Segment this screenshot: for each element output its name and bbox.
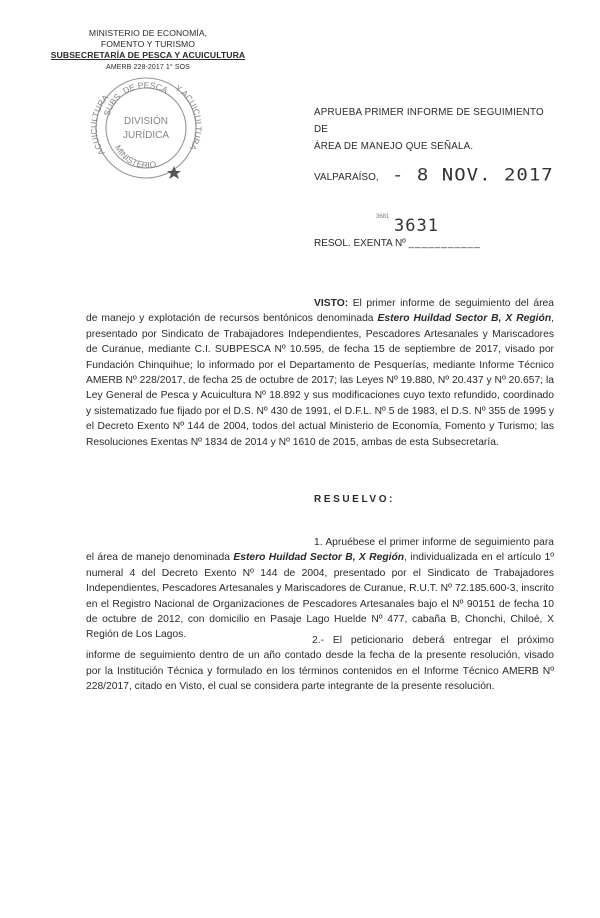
resolution-label [314,238,481,249]
star-icon [167,166,181,179]
point2-text: 2.- El peticionario deberá entregar el próximo informe de seguimiento dentro de un año contado desde la fecha de la presente resolución, visado por la Institución Técnica y formulado en los términos contenidos en el Informe Técnico AMERB Nº 228/2017, citado en Visto, el cual se considera parte integrante de la presente resolución. [86,635,554,693]
resolution-subject [314,104,554,155]
subject-line2: ÁREA DE MANEJO QUE SEÑALA. [314,141,474,152]
svg-text:MINISTERIO [113,143,157,170]
visto-paragraph [86,296,554,450]
place-label: VALPARAÍSO, [314,172,379,183]
legal-division-stamp [86,68,206,188]
ministry-header [48,28,248,73]
resolution-number: 3631 [394,216,439,236]
resol-exenta-label: RESOL. EXENTA Nº [314,238,406,249]
svg-text:SUBS. DE PESCA [102,80,170,117]
header-line-ministry-2: FOMENTO Y TURISMO [100,39,196,50]
point1-text-2: , individualizada en el artículo 1º numeral 4 del Decreto Exento Nº 144 de 2004, presentado por el Sindicato de Trabajadores Independientes, Pescadores Artesanales y Mariscadores de Curanue, R.U.T. Nº 72.185.600-3, inscrito en el Registro Nacional de Organizaciones de Pescadores Artesanales bajo el Nº 90151 de fecha 10 de octubre de 2012, con domicilio en Pasaje Lago Huelde Nº 477, cabaña B, Chonchi, Chiloé, X Región de Los Lagos. [86,552,554,641]
stamp-center-line2: JURÍDICA [122,130,170,141]
point1-text-1: 1. Apruébese el primer informe de seguimiento para el área de manejo denominada [86,537,554,564]
visto-text-1: El primer informe de seguimiento del área de manejo y explotación de recursos bentónicos denominada [86,298,554,325]
resolution-point-2 [86,633,554,695]
resol-blank-line: ___________ [408,238,481,249]
stamp-top-text: SUBS. DE PESCA [101,79,170,118]
resolution-point-1 [86,535,554,643]
visto-label: VISTO: [314,298,349,309]
resuelvo-heading: RESUELVO: [314,494,395,505]
stamp-center-line1: DIVISIÓN [124,116,168,127]
header-line-subsecretaria: SUBSECRETARÍA DE PESCA Y ACUICULTURA [50,50,246,61]
header-line-ministry: MINISTERIO DE ECONOMÍA, [88,28,208,38]
stamp-left-text: ACUICULTURA [88,92,111,158]
date-stamp: - 8 NOV. 2017 [392,165,554,185]
stamp-right-text: Y ACUICULTURA [173,82,204,152]
subject-line1: APRUEBA PRIMER INFORME DE SEGUIMIENTO DE [314,107,544,135]
stamp-bottom-text: MINISTERIO [113,143,157,170]
svg-text:Y ACUICULTURA [173,83,203,153]
visto-text-2: , presentado por Sindicato de Trabajadores Independientes, Pescadores Artesanales y Mariscadores de Curanue, mediante C.I. SUBPESCA Nº 10.595, de fecha 15 de septiembre de 2017, visado por Fundación Chinquihue; lo informado por el Departamento de Pesquerías, mediante Informe Técnico AMERB Nº 228/2017, de fecha 25 de octubre de 2017; las Leyes Nº 19.880, Nº 20.437 y Nº 20.657; la Ley General de Pesca y Acuicultura Nº 18.892 y sus modificaciones cuyo texto refundido, coordinado y sistematizado fue fijado por el D.S. Nº 430 de 1991, el D.F.L. Nº 5 de 1983, el D.S. Nº 355 de 1995 y el Decreto Exento Nº 144 de 2004, todos del actual Ministerio de Economía, Fomento y Turismo; las Resoluciones Exentas Nº 1834 de 2014 y Nº 1610 de 2015, ambas de esta Subsecretaría. [86,313,554,448]
point1-area-name: Estero Huildad Sector B, X Región [233,552,405,564]
small-reference-number: 3681 [376,214,390,220]
visto-area-name: Estero Huildad Sector B, X Región [377,313,552,325]
header-line-reference: AMERB 228-2017 1° SOS [106,63,190,71]
svg-text:ACUICULTURA [89,92,111,157]
